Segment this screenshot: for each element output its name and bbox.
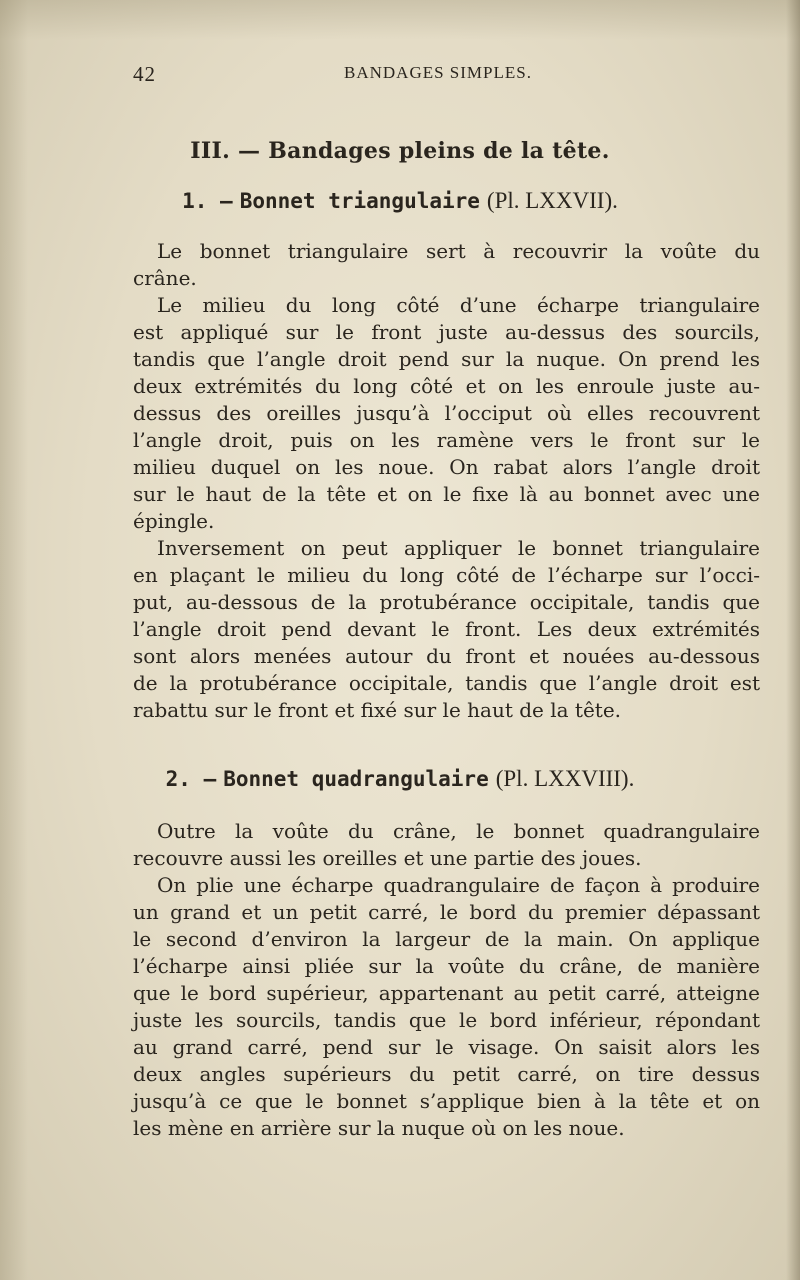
subsection-2-number: 2. — [165,767,217,791]
text-line: jusqu’à ce que le bonnet s’applique bien à la tête et on [133,1089,760,1113]
text-line: l’angle droit, puis on les ramène vers le front sur le [133,428,760,452]
text-line: l’angle droit pend devant le front. Les deux extrémités [133,617,760,641]
text-line: put, au-dessous de la protubérance occipitale, tandis que [133,590,760,614]
page-edge-top [0,0,800,40]
text-line: un grand et un petit carré, le bord du premier dépassant [133,900,760,924]
text-line: deux angles supérieurs du petit carré, on tire dessus [133,1062,760,1086]
subsection-2-name: Bonnet quadrangulaire [223,767,489,791]
text-line: Le milieu du long côté d’une écharpe triangulaire [157,293,760,317]
subsection-1-name: Bonnet triangulaire [239,189,480,213]
text-line: est appliqué sur le front juste au-dessus des sourcils, [133,320,760,344]
subsection-2-plate-ref: (Pl. LXXVIII). [495,766,635,791]
text-line: au grand carré, pend sur le visage. On saisit alors les [133,1035,760,1059]
text-line: que le bord supérieur, appartenant au petit carré, atteigne [133,981,760,1005]
subsection-1-plate-ref: (Pl. LXXVII). [486,188,618,213]
text-line: Le bonnet triangulaire sert à recouvrir la voûte du [157,239,760,263]
text-line: en plaçant le milieu du long côté de l’écharpe sur l’occi- [133,563,760,587]
page-header [133,62,760,88]
text-line: rabattu sur le front et fixé sur le haut de la tête. [133,698,622,722]
text-line: Outre la voûte du crâne, le bonnet quadrangulaire [157,819,760,843]
page-number: 42 [133,62,156,86]
text-line: crâne. [133,266,197,290]
text-line: milieu duquel on les noue. On rabat alors l’angle droit [133,455,760,479]
text-line: deux extrémités du long côté et on les enroule juste au- [133,374,760,398]
text-line: épingle. [133,509,215,533]
text-line: Inversement on peut appliquer le bonnet triangulaire [157,536,760,560]
text-line: recouvre aussi les oreilles et une partie des joues. [133,846,642,870]
text-line: sur le haut de la tête et on le fixe là au bonnet avec une [133,482,760,506]
text-line: juste les sourcils, tandis que le bord inférieur, répondant [133,1008,760,1032]
subsection-1-number: 1. — [182,189,233,213]
text-line: dessus des oreilles jusqu’à l’occiput où elles recouvrent [133,401,760,425]
subsection-2-text [133,818,760,1142]
text-line: sont alors menées autour du front et nouées au-dessous [133,644,760,668]
subsection-1-heading [0,188,800,214]
text-line: le second d’environ la largeur de la main. On applique [133,927,760,951]
text-line: les mène en arrière sur la nuque où on les noue. [133,1116,625,1140]
subsection-1-text [133,238,760,724]
text-line: l’écharpe ainsi pliée sur la voûte du crâne, de manière [133,954,760,978]
subsection-2-heading [0,766,800,792]
text-line: tandis que l’angle droit pend sur la nuque. On prend les [133,347,760,371]
text-line: On plie une écharpe quadrangulaire de façon à produire [157,873,760,897]
running-head: BANDAGES SIMPLES. [344,63,532,82]
section-title: III. — Bandages pleins de la tête. [190,138,610,164]
text-line: de la protubérance occipitale, tandis que l’angle droit est [133,671,760,695]
